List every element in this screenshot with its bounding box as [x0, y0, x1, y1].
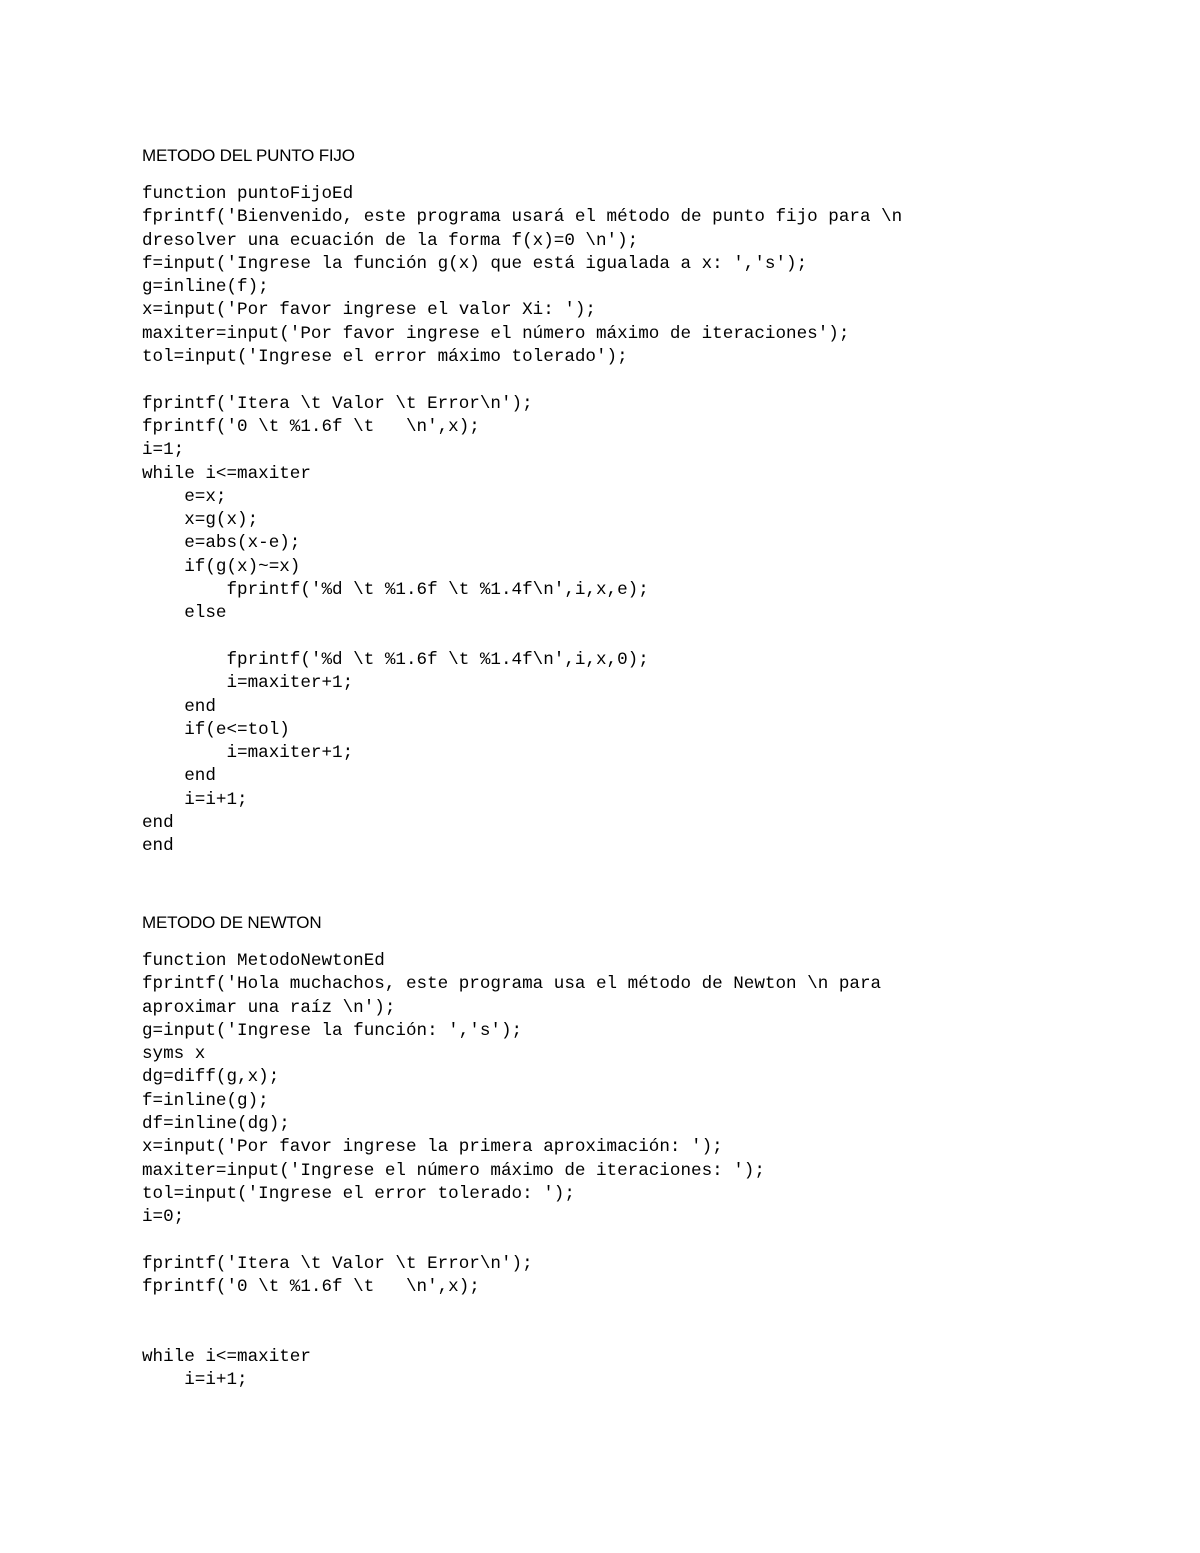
code-line: i=0;: [142, 1207, 185, 1228]
code-line: [142, 369, 1142, 392]
code-block: [142, 950, 1142, 1393]
code-line: x=input('Por favor ingrese la primera aproximación: ');: [142, 1137, 723, 1158]
code-line: [142, 1323, 1142, 1346]
code-line: g=inline(f);: [142, 277, 269, 298]
code-line: i=1;: [142, 440, 185, 461]
code-line: fprintf('Itera \t Valor \t Error\n');: [142, 1253, 533, 1274]
code-line: if(e<=tol): [142, 719, 290, 740]
code-line: i=maxiter+1;: [142, 673, 354, 694]
code-line: i=i+1;: [142, 1370, 248, 1391]
code-line: function MetodoNewtonEd: [142, 951, 385, 971]
code-line: maxiter=input('Ingrese el número máximo de iteraciones: ');: [142, 1160, 765, 1181]
code-line: fprintf('0 \t %1.6f \t \n',x);: [142, 416, 480, 437]
code-line: e=abs(x-e);: [142, 533, 301, 554]
code-line: x=input('Por favor ingrese el valor Xi: ');: [142, 300, 596, 321]
code-line: function puntoFijoEd: [142, 184, 354, 204]
code-line: if(g(x)~=x): [142, 556, 301, 577]
code-line: while i<=maxiter: [142, 1347, 311, 1368]
code-line: [142, 1299, 1142, 1322]
section-title: METODO DEL PUNTO FIJO: [142, 146, 355, 165]
code-line: fprintf('Itera \t Valor \t Error\n');: [142, 393, 533, 414]
section-newton: [142, 911, 1142, 1393]
code-line: end: [142, 836, 174, 857]
code-line: syms x: [142, 1044, 206, 1065]
code-line: end: [142, 813, 174, 834]
code-line: dg=diff(g,x);: [142, 1067, 280, 1088]
section-punto-fijo: [142, 144, 1142, 859]
code-line: aproximar una raíz \n');: [142, 997, 396, 1018]
code-line: end: [142, 696, 216, 717]
code-line: e=x;: [142, 486, 227, 507]
code-line: dresolver una ecuación de la forma f(x)=0 \n');: [142, 230, 639, 251]
code-line: i=maxiter+1;: [142, 743, 354, 764]
code-line: [142, 1230, 1142, 1253]
code-line: end: [142, 766, 216, 787]
code-line: g=input('Ingrese la función: ','s');: [142, 1020, 523, 1041]
code-line: fprintf('Bienvenido, este programa usará el método de punto fijo para \n: [142, 207, 903, 228]
code-line: i=i+1;: [142, 789, 248, 810]
code-line: tol=input('Ingrese el error máximo tolerado');: [142, 347, 628, 368]
code-line: fprintf('%d \t %1.6f \t %1.4f\n',i,x,e);: [142, 580, 649, 601]
code-line: fprintf('%d \t %1.6f \t %1.4f\n',i,x,0);: [142, 649, 649, 670]
code-line: fprintf('0 \t %1.6f \t \n',x);: [142, 1277, 480, 1298]
code-line: tol=input('Ingrese el error tolerado: ');: [142, 1183, 575, 1204]
section-title: METODO DE NEWTON: [142, 913, 322, 932]
code-line: else: [142, 603, 227, 624]
code-line: while i<=maxiter: [142, 463, 311, 484]
code-line: f=input('Ingrese la función g(x) que está igualada a x: ','s');: [142, 253, 808, 274]
code-line: maxiter=input('Por favor ingrese el número máximo de iteraciones');: [142, 323, 850, 344]
code-block: [142, 183, 1142, 859]
code-line: df=inline(dg);: [142, 1114, 290, 1135]
code-line: [142, 626, 1142, 649]
code-line: x=g(x);: [142, 510, 259, 531]
code-line: fprintf('Hola muchachos, este programa usa el método de Newton \n para: [142, 974, 882, 995]
code-line: f=inline(g);: [142, 1090, 269, 1111]
